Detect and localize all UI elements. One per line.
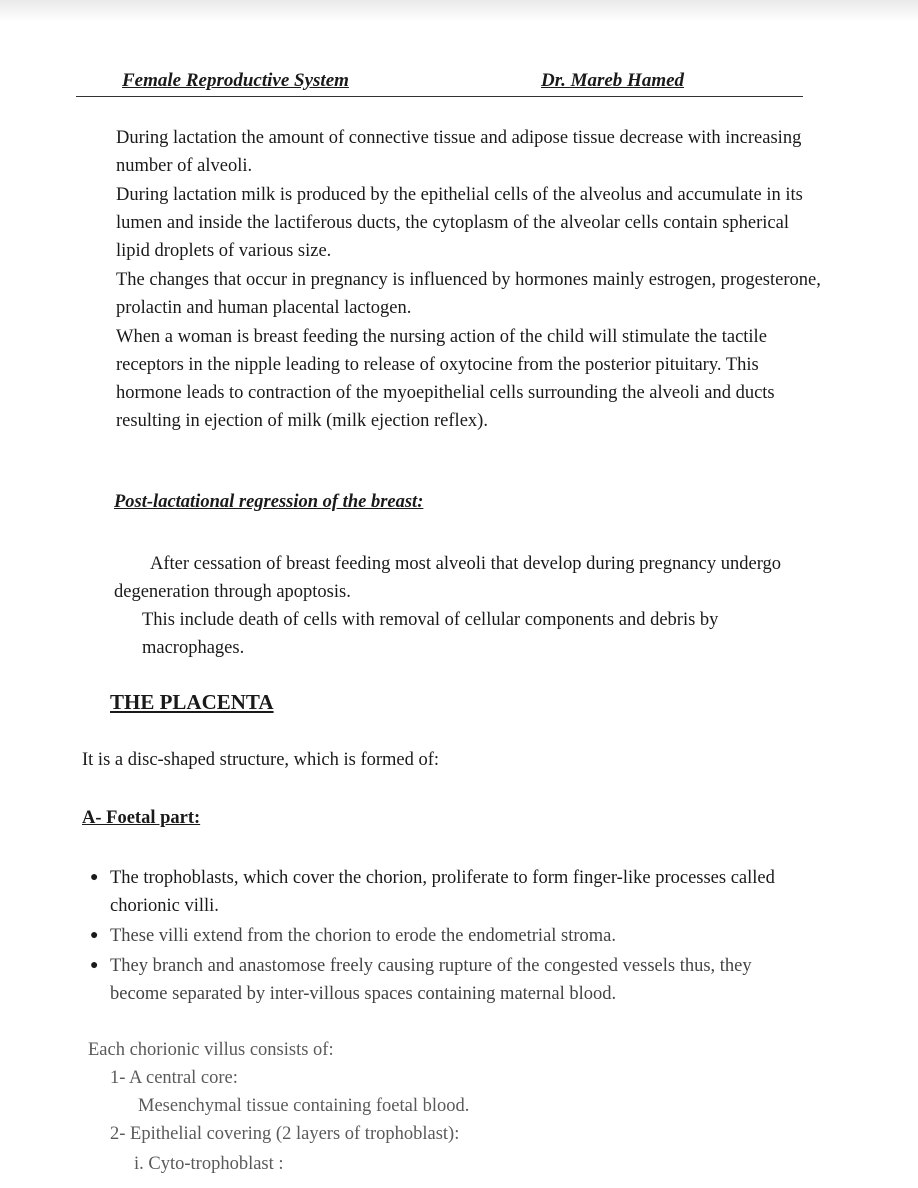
paragraph: During lactation the amount of connective tissue and adipose tissue decrease with increasing number of alveoli. bbox=[116, 128, 802, 176]
bullet-icon: ● bbox=[90, 870, 99, 885]
section-heading: Post-lactational regression of the breast: bbox=[114, 492, 424, 512]
list-item: 1- A central core: bbox=[110, 1068, 238, 1088]
paragraph: Each chorionic villus consists of: bbox=[88, 1040, 334, 1060]
list-item: i. Cyto-trophoblast : bbox=[134, 1154, 284, 1174]
header-title: Female Reproductive System bbox=[122, 70, 349, 91]
list-item: ● They branch and anastomose freely causing rupture of the congested vessels thus, they become separated by inter-villous spaces containing maternal blood. bbox=[90, 952, 810, 1008]
page-header bbox=[76, 70, 803, 97]
list-item: ● These villi extend from the chorion to erode the endometrial stroma. bbox=[90, 922, 810, 950]
bullet-icon: ● bbox=[90, 928, 99, 943]
bullet-list bbox=[90, 864, 810, 1008]
list-item: ● The trophoblasts, which cover the chorion, proliferate to form finger-like processes called chorionic villi. bbox=[90, 864, 810, 920]
bullet-icon: ● bbox=[90, 958, 99, 973]
subsection-heading: A- Foetal part: bbox=[82, 808, 201, 828]
paragraph: Mesenchymal tissue containing foetal blood. bbox=[138, 1096, 470, 1116]
paragraph: During lactation milk is produced by the epithelial cells of the alveolus and accumulate in its lumen and inside the lactiferous ducts, the cytoplasm of the alveolar cells contain spherical lipid droplets of various size. bbox=[116, 185, 803, 261]
scan-edge bbox=[0, 0, 918, 22]
paragraph: This include death of cells with removal of cellular components and debris by macrophages. bbox=[142, 610, 719, 658]
paragraph: After cessation of breast feeding most alveoli that develop during pregnancy undergo degeneration through apoptosis. bbox=[114, 554, 782, 602]
paragraph: The changes that occur in pregnancy is influenced by hormones mainly estrogen, progesterone, prolactin and human placental lactogen. bbox=[116, 270, 821, 318]
paragraph: When a woman is breast feeding the nursing action of the child will stimulate the tactile receptors in the nipple leading to release of oxytocine from the posterior pituitary. This hormone leads to contraction of the myoepithelial cells surrounding the alveoli and ducts resulting in ejection of milk (milk ejection reflex). bbox=[116, 327, 775, 431]
paragraph: It is a disc-shaped structure, which is formed of: bbox=[82, 750, 440, 770]
section-heading: THE PLACENTA bbox=[110, 690, 274, 714]
header-author: Dr. Mareb Hamed bbox=[541, 70, 685, 91]
list-item: 2- Epithelial covering (2 layers of trophoblast): bbox=[110, 1124, 460, 1144]
